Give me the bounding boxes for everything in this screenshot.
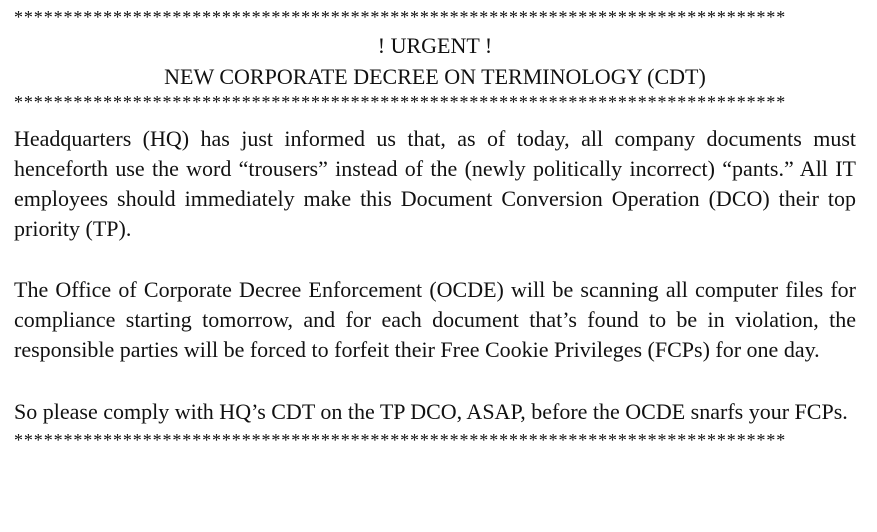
paragraph-announcement: Headquarters (HQ) has just informed us that, as of today, all company documents must henceforth use the word “trousers” instead of the (newly politically incorrect) “pants.” All IT employees should immediately make this Document Conversion Operation (DCO) their top priority (TP).	[14, 126, 856, 241]
paragraph-enforcement: The Office of Corporate Decree Enforcement (OCDE) will be scanning all computer files for compliance starting tomorrow, and for each document that’s found to be in violation, the responsible parties will be forced to forfeit their Free Cookie Privileges (FCPs) for one day.	[14, 277, 856, 362]
top-separator: ******************************************************************************	[14, 10, 787, 24]
urgent-label: ! URGENT !	[377, 33, 493, 58]
heading-separator: ******************************************************************************	[14, 95, 787, 109]
bottom-separator: ******************************************************************************	[14, 433, 787, 447]
memo-title: NEW CORPORATE DECREE ON TERMINOLOGY (CDT)	[164, 64, 706, 89]
paragraph-closing: So please comply with HQ’s CDT on the TP DCO, ASAP, before the OCDE snarfs your FCPs.	[14, 399, 848, 424]
memo-document	[14, 0, 856, 447]
memo-heading	[14, 30, 856, 92]
